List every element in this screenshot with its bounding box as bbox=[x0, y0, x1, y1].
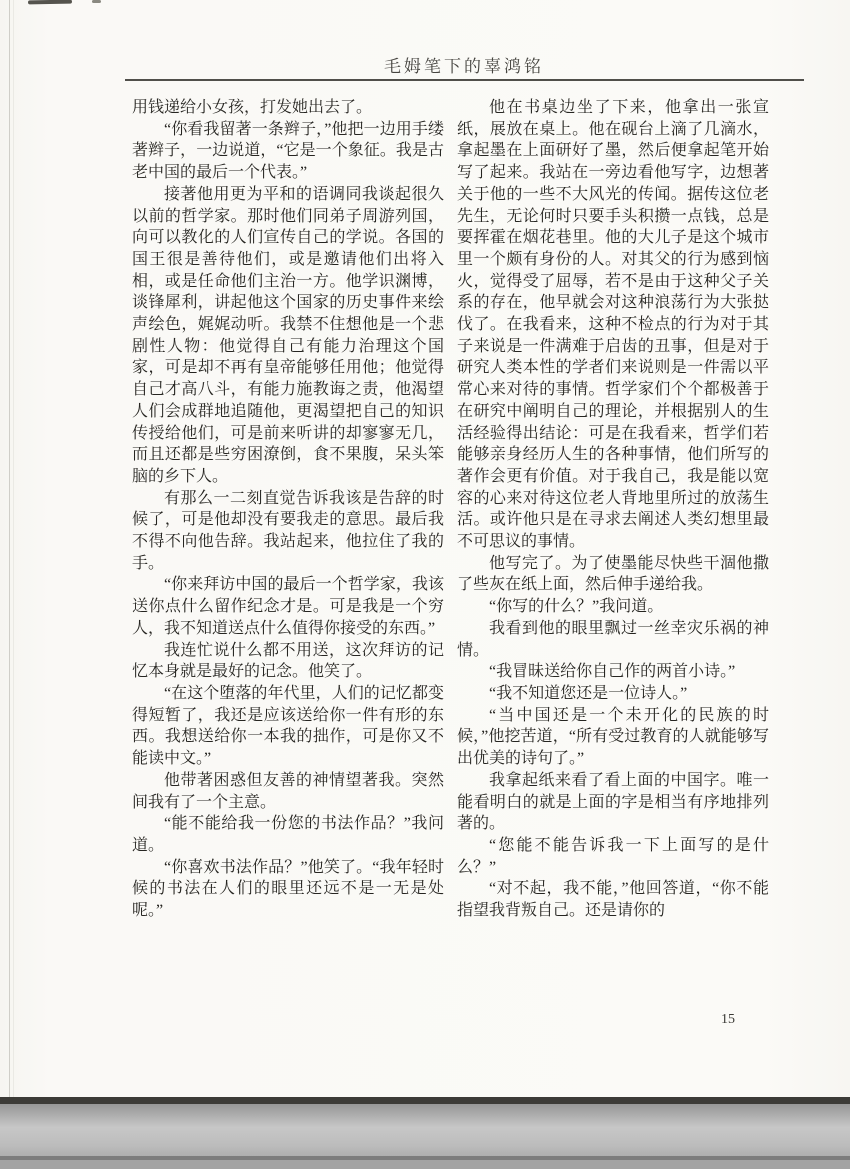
scan-crease-artifact bbox=[13, 0, 14, 1098]
paragraph: 我拿起纸来看了看上面的中国字。唯一能看明白的就是上面的字是相当有序地排列著的。 bbox=[457, 771, 769, 833]
paragraph: 他在书桌边坐了下来，他拿出一张宣纸，展放在桌上。他在砚台上滴了几滴水，拿起墨在上面研好了墨，然后便拿起笔开始写了起来。我站在一旁边看他写字，边想著关于他的一些不大风光的传闻。据传这位老先生，无论何时只要手头积攒一点钱，总是要挥霍在烟花巷里。他的大儿子是这个城市里一个颇有身份的人。对其父的行为感到恼火，觉得受了屈辱，若不是由于这种父子关系的存在，他早就会对这种浪荡行为大张挞伐了。在我看来，这种不检点的行为对于其子来说是一件满难于启齿的丑事，但是对于研究人类本性的学者们来说则是一件需以平常心来对待的事情。哲学家们个个都极善于在研究中阐明自己的理论，并根据别人的生活经验得出结论：可是在我看来，哲学们若能够亲身经历人生的各种事情，他们所写的著作会更有价值。对于我自己，我是能以宽容的心来对待这位老人背地里所过的放荡生活。或许他只是在寻求去阐述人类幻想里最不可思议的事情。 bbox=[457, 99, 769, 551]
paragraph: 他带著困惑但友善的神情望著我。突然间我有了一个主意。 bbox=[132, 771, 444, 811]
scan-edge-mark bbox=[92, 0, 101, 3]
paragraph: “你来拜访中国的最后一个哲学家，我该送你点什么留作纪念才是。可是我是一个穷人，我不知道送点什么值得你接受的东西。” bbox=[132, 576, 444, 637]
scan-crease-artifact bbox=[9, 0, 10, 1098]
paragraph: “你喜欢书法作品？”他笑了。“我年轻时候的书法在人们的眼里还远不是一无是处呢。” bbox=[132, 858, 444, 920]
paragraph: “我不知道您还是一位诗人。” bbox=[489, 684, 688, 702]
paragraph: 他写完了。为了使墨能尽快些干涸他撒了些灰在纸上面，然后伸手递给我。 bbox=[457, 554, 769, 594]
text-column-right bbox=[457, 97, 769, 922]
paragraph: “对不起，我不能，”他回答道，“你不能指望我背叛自己。还是请你的 bbox=[457, 880, 769, 920]
paragraph: 有那么一二刻直觉告诉我该是告辞的时候了，可是他却没有要我走的意思。最后我不得不向他告辞。我站起来，他拉住了我的手。 bbox=[132, 489, 444, 572]
scan-edge-mark bbox=[28, 0, 72, 4]
page-header-title: 毛姆笔下的辜鸿铭 bbox=[384, 57, 544, 76]
paragraph: “我冒昧送给你自己作的两首小诗。” bbox=[489, 663, 736, 681]
paragraph: 我连忙说什么都不用送，这次拜访的记忆本身就是最好的记念。他笑了。 bbox=[132, 641, 444, 681]
text-column-left bbox=[132, 97, 444, 922]
paragraph: 用钱递给小女孩，打发她出去了。 bbox=[132, 99, 373, 116]
paragraph: “当中国还是一个未开化的民族的时候，”他挖苦道，“所有受过教育的人就能够写出优美的诗句了。” bbox=[457, 706, 769, 768]
paragraph: “在这个堕落的年代里，人们的记忆都变得短暂了，我还是应该送给你一件有形的东西。我想送给你一本我的拙作，可是你又不能读中文。” bbox=[132, 684, 444, 768]
paragraph: “能不能给我一份您的书法作品？”我问道。 bbox=[132, 815, 444, 854]
paragraph: “你看我留著一条辫子，”他把一边用手缕著辫子，一边说道，“它是一个象征。我是古老中国的最后一个代表。” bbox=[132, 120, 444, 182]
paragraph: 我看到他的眼里飘过一丝幸灾乐祸的神情。 bbox=[457, 619, 769, 659]
paragraph: “您能不能告诉我一下上面写的是什么？” bbox=[457, 836, 769, 876]
header-rule bbox=[125, 79, 804, 81]
scanner-background-band bbox=[0, 1104, 850, 1156]
page-number: 15 bbox=[721, 1012, 735, 1027]
paragraph: 接著他用更为平和的语调同我谈起很久以前的哲学家。那时他们同弟子周游列国，向可以教化的人们宣传自己的学说。各国的国王很是善待他们，或是邀请他们出将入相，或是任命他们主治一方。他学识渊博，谈锋犀利，讲起他这个国家的历史事件来绘声绘色，娓娓动听。我禁不住想他是一个悲剧性人物：他觉得自己有能力治理这个国家，可是却不再有皇帝能够任用他；他觉得自己才高八斗，有能力施教诲之责，他渴望人们会成群地追随他，更渴望把自己的知识传授给他们，可是前来听讲的却寥寥无几，而且还都是些穷困潦倒，食不果腹，呆头笨脑的乡下人。 bbox=[132, 185, 444, 485]
paragraph: “你写的什么？”我问道。 bbox=[489, 598, 664, 616]
scan-page-edge-shadow bbox=[0, 1097, 850, 1104]
scanner-background-band bbox=[0, 1160, 850, 1169]
